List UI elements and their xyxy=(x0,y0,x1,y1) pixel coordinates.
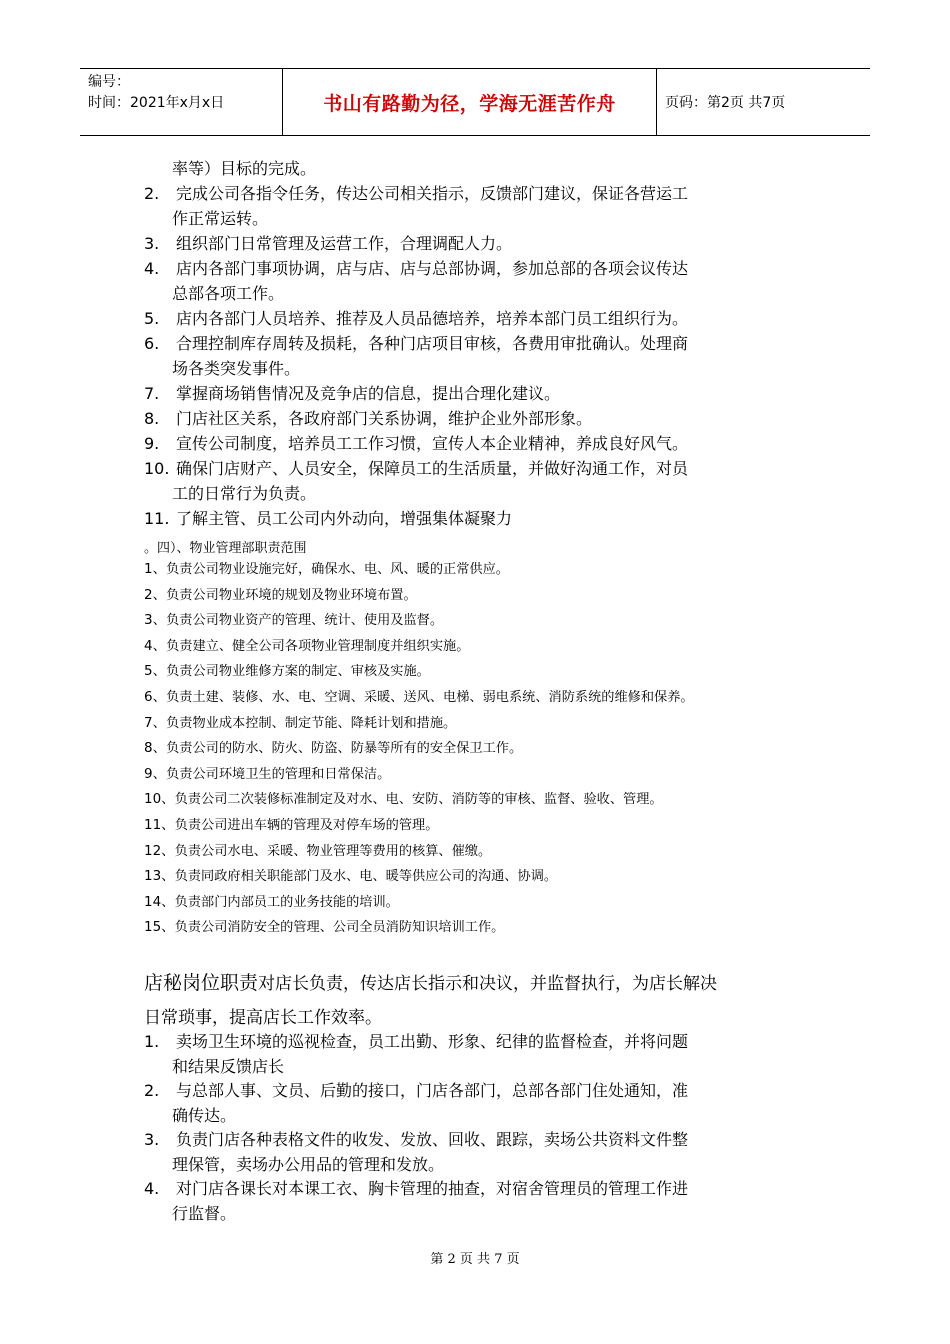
header-meta xyxy=(80,69,283,135)
header-motto: 书山有路勤为径，学海无涯苦作舟 xyxy=(283,69,657,135)
list-item-number: 3. xyxy=(144,234,160,253)
list-item-line xyxy=(144,231,814,256)
list-item-text: 负责部门内部员工的业务技能的培训。 xyxy=(174,894,399,910)
list-item xyxy=(144,583,824,609)
list-item-number: 5. xyxy=(144,309,160,328)
duties-list-store-manager xyxy=(144,156,814,531)
list-item xyxy=(144,1079,814,1128)
list-item-number: 6、 xyxy=(144,688,167,705)
list-item-text: 负责公司二次装修标准制定及对水、电、安防、消防等的审核、监督、验收、管理。 xyxy=(174,792,663,808)
list-item-text: 负责物业成本控制、制定节能、降耗计划和措施。 xyxy=(166,715,457,731)
list-item xyxy=(144,787,824,813)
list-item xyxy=(144,659,824,685)
list-item xyxy=(144,506,814,531)
code-label: 编号： xyxy=(88,74,130,90)
list-item-number: 5、 xyxy=(144,663,167,680)
list-item-text: 负责公司物业资产的管理、统计、使用及监督。 xyxy=(166,613,444,629)
list-item-text: 负责公司消防安全的管理、公司全员消防知识培训工作。 xyxy=(174,920,505,936)
list-item-text: 对门店各课长对本课工衣、胸卡管理的抽查，对宿舍管理员的管理工作进 xyxy=(176,1179,689,1198)
list-item-text: 负责建立、健全公司各项物业管理制度并组织实施。 xyxy=(166,638,470,654)
list-item-line xyxy=(144,306,814,331)
list-item-text: 完成公司各指令任务，传达公司相关指示，反馈部门建议，保证各营运工 xyxy=(176,184,689,203)
duties-list-property xyxy=(144,557,824,941)
list-item xyxy=(144,762,824,788)
list-item-number: 1、 xyxy=(144,561,167,577)
list-item-line xyxy=(144,331,814,356)
list-item-line xyxy=(144,256,814,281)
list-item-text: 负责公司环境卫生的管理和日常保洁。 xyxy=(166,766,391,782)
list-item xyxy=(144,1030,814,1079)
list-item xyxy=(144,231,814,256)
duties-list-secretary xyxy=(144,1030,814,1226)
page-header xyxy=(80,68,870,136)
list-item-text: 与总部人事、文员、后勤的接口，门店各部门，总部各部门住处通知，准 xyxy=(176,1081,689,1100)
list-item-number: 2. xyxy=(144,184,160,203)
list-item-text: 宣传公司制度，培养员工工作习惯，宣传人本企业精神，养成良好风气。 xyxy=(176,434,689,453)
list-item-number: 6. xyxy=(144,334,160,353)
list-item-number: 4. xyxy=(144,1179,160,1198)
list-item xyxy=(144,256,814,306)
section-intro-line2: 日常琐事，提高店长工作效率。 xyxy=(144,1008,382,1028)
list-item-continuation: 场各类突发事件。 xyxy=(172,359,301,378)
list-item-number: 1. xyxy=(144,1032,160,1051)
list-item-number: 10. xyxy=(144,459,170,478)
list-item xyxy=(144,634,824,660)
list-item-number: 9、 xyxy=(144,765,167,782)
section-title: 店秘岗位职责 xyxy=(144,972,259,994)
list-item-number: 3. xyxy=(144,1130,160,1149)
list-item xyxy=(144,431,814,456)
list-item-text: 确保门店财产、人员安全，保障员工的生活质量，并做好沟通工作，对员 xyxy=(176,459,689,478)
list-item-line xyxy=(144,406,814,431)
list-item-continuation: 工的日常行为负责。 xyxy=(172,484,317,503)
list-item-text: 卖场卫生环境的巡视检查，员工出勤、形象、纪律的监督检查，并将问题 xyxy=(176,1032,689,1051)
header-page-number: 页码：第2页 共7页 xyxy=(665,95,786,111)
list-item xyxy=(144,1177,814,1226)
list-item xyxy=(144,736,824,762)
time-label: 时间：2021年x月x日 xyxy=(88,95,225,111)
list-item-number: 4. xyxy=(144,259,160,278)
list-item xyxy=(144,456,814,506)
list-item-number: 3、 xyxy=(144,612,167,629)
list-item-text: 负责公司物业维修方案的制定、审核及实施。 xyxy=(166,664,430,680)
list-item-line xyxy=(144,381,814,406)
list-item-text: 门店社区关系，各政府部门关系协调，维护企业外部形象。 xyxy=(176,409,593,428)
list-item-number: 12、 xyxy=(144,842,175,859)
list-item-line xyxy=(144,1177,814,1202)
list-item-text: 负责土建、装修、水、电、空调、采暖、送风、电梯、弱电系统、消防系统的维修和保养。 xyxy=(166,689,694,705)
section-heading-property: 。四）、物业管理部职责范围 xyxy=(144,541,307,556)
list-item-number: 11、 xyxy=(144,816,175,833)
list-item-continuation: 理保管，卖场办公用品的管理和发放。 xyxy=(172,1154,445,1174)
list-item-line xyxy=(144,506,814,531)
list-item-continuation: 总部各项工作。 xyxy=(172,284,285,303)
list-item-number: 9. xyxy=(144,434,160,453)
list-item-continuation: 行监督。 xyxy=(172,1203,237,1223)
list-item-text: 负责公司物业环境的规划及物业环境布置。 xyxy=(166,587,417,603)
list-item-text: 店内各部门事项协调，店与店、店与总部协调，参加总部的各项会议传达 xyxy=(176,259,689,278)
list-item-number: 8. xyxy=(144,409,160,428)
list-item-line xyxy=(144,1128,814,1153)
list-item-number: 2. xyxy=(144,1081,160,1100)
list-item-continuation: 率等）目标的完成。 xyxy=(172,159,317,178)
list-item-continuation: 确传达。 xyxy=(172,1105,237,1125)
list-item-number: 10、 xyxy=(144,791,175,808)
list-item-text: 负责公司物业设施完好，确保水、电、风、暖的正常供应。 xyxy=(166,562,509,577)
list-item-text: 掌握商场销售情况及竞争店的信息，提出合理化建议。 xyxy=(176,384,561,403)
list-item-text: 负责门店各种表格文件的收发、发放、回收、跟踪，卖场公共资料文件整 xyxy=(176,1130,689,1149)
list-item xyxy=(144,381,814,406)
list-item xyxy=(144,685,824,711)
list-item-continuation: 和结果反馈店长 xyxy=(172,1056,285,1076)
list-item xyxy=(144,813,824,839)
list-item xyxy=(144,608,824,634)
list-item-continuation: 作正常运转。 xyxy=(172,209,269,228)
list-item-line xyxy=(144,456,814,481)
list-item-number: 2、 xyxy=(144,586,167,603)
list-item-number: 7、 xyxy=(144,714,167,731)
list-item-number: 14、 xyxy=(144,893,175,910)
list-item-text: 组织部门日常管理及运营工作，合理调配人力。 xyxy=(176,234,513,253)
list-item xyxy=(144,864,824,890)
list-item xyxy=(144,557,824,583)
list-item-number: 8、 xyxy=(144,740,167,757)
list-item xyxy=(144,1128,814,1177)
list-item xyxy=(144,915,824,941)
list-item-text: 负责公司的防水、防火、防盗、防暴等所有的安全保卫工作。 xyxy=(166,741,523,757)
list-item-text: 负责同政府相关职能部门及水、电、暖等供应公司的沟通、协调。 xyxy=(174,869,558,885)
list-item-text: 负责公司水电、采暖、物业管理等费用的核算、催缴。 xyxy=(174,843,492,859)
list-item-number: 4、 xyxy=(144,637,167,654)
list-item xyxy=(144,406,814,431)
list-item xyxy=(144,890,824,916)
list-item-number: 11. xyxy=(144,509,170,528)
list-item-line xyxy=(144,181,814,206)
list-item-line xyxy=(144,1030,814,1055)
list-item-text: 了解主管、员工公司内外动向，增强集体凝聚力 xyxy=(176,509,513,528)
list-item-number: 7. xyxy=(144,384,160,403)
list-item-text: 合理控制库存周转及损耗，各种门店项目审核，各费用审批确认。处理商 xyxy=(176,334,689,353)
list-item xyxy=(144,181,814,231)
page-footer: 第 2 页 共 7 页 xyxy=(430,1252,520,1267)
list-item xyxy=(144,306,814,331)
list-item-text: 负责公司进出车辆的管理及对停车场的管理。 xyxy=(174,817,439,833)
list-item-line xyxy=(144,431,814,456)
list-item xyxy=(144,331,814,381)
list-item-number: 15、 xyxy=(144,919,175,936)
list-item-number: 13、 xyxy=(144,868,175,885)
section-intro-line1: 对店长负责，传达店长指示和决议，并监督执行，为店长解决 xyxy=(258,974,718,994)
list-item xyxy=(144,839,824,865)
list-item-line xyxy=(144,1079,814,1104)
list-item xyxy=(144,711,824,737)
list-item-text: 店内各部门人员培养、推荐及人员品德培养，培养本部门员工组织行为。 xyxy=(176,309,689,328)
section-store-secretary xyxy=(144,966,824,1035)
